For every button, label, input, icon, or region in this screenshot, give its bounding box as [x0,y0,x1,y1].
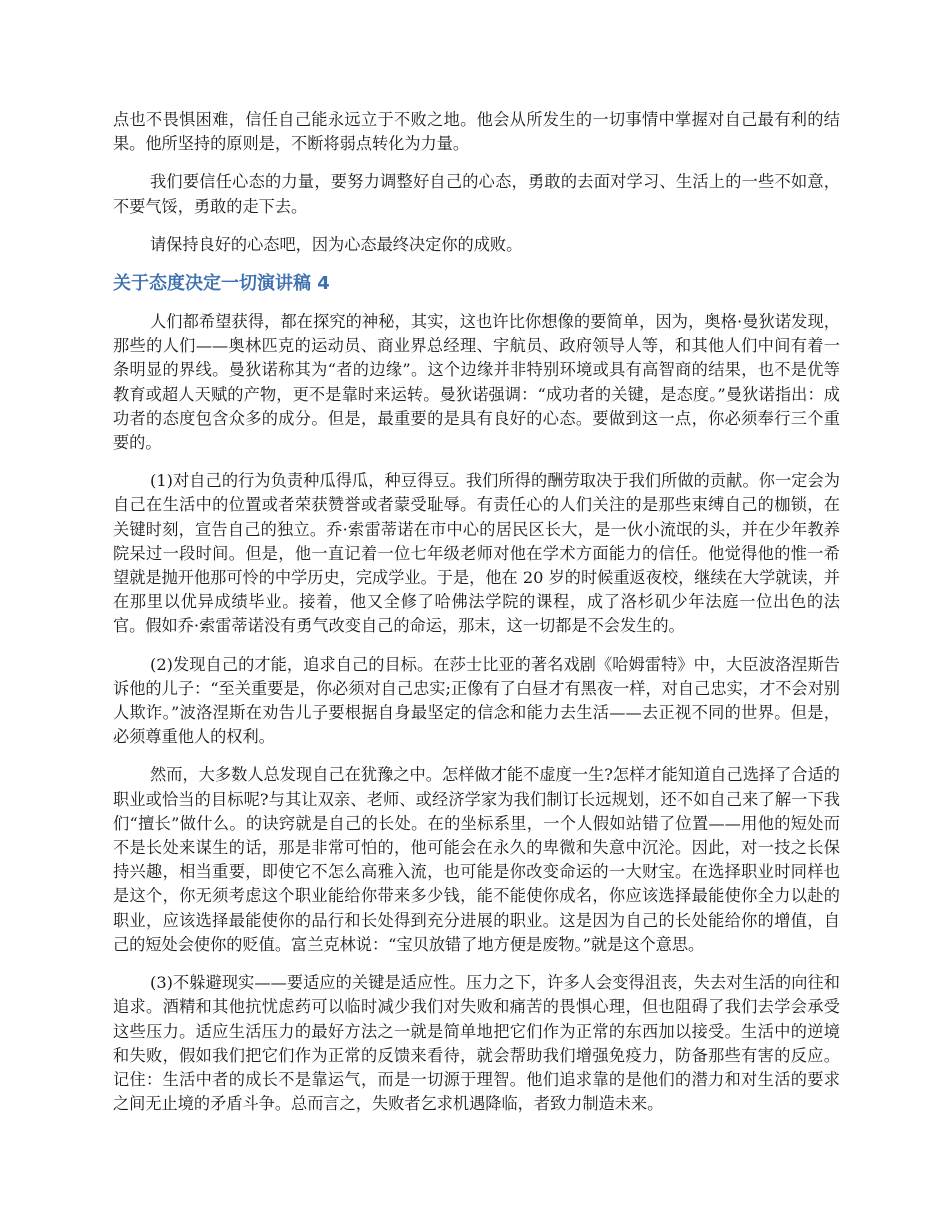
paragraph: (1)对自己的行为负责种瓜得瓜，种豆得豆。我们所得的酬劳取决于我们所做的贡献。你一定会为自己在生活中的位置或者荣获赞誉或者蒙受耻辱。有责任心的人们关注的是那些束缚自己的枷锁，在关键时刻，宣告自己的独立。乔·索雷蒂诺在市中心的居民区长大，是一伙小流氓的头，并在少年教养院呆过一段时间。但是，他一直记着一位七年级老师对他在学术方面能力的信任。他觉得他的惟一希望就是抛开他那可怜的中学历史，完成学业。于是，他在 20 岁的时候重返夜校，继续在大学就读，并在那里以优异成绩毕业。接着，他又全修了哈佛法学院的课程，成了洛杉矶少年法庭一位出色的法官。假如乔·索雷蒂诺没有勇气改变自己的命运，那末，这一切都是不会发生的。 [113,471,840,636]
paragraph: 人们都希望获得，都在探究的神秘，其实，这也许比你想像的要简单，因为，奥格·曼狄诺发现，那些的人们——奥林匹克的运动员、商业界总经理、宇航员、政府领导人等，和其他人们中间有着一条明显的界线。曼狄诺称其为“者的边缘”。这个边缘并非特别环境或具有高智商的结果，也不是优等教育或超人天赋的产物，更不是靠时来运转。曼狄诺强调：“成功者的关键，是态度。”曼狄诺指出：成功者的态度包含众多的成分。但是，最重要的是具有良好的心态。要做到这一点，你必须奉行三个重要的。 [113,312,840,453]
paragraph: (2)发现自己的才能，追求自己的目标。在莎士比亚的著名戏剧《哈姆雷特》中，大臣波洛涅斯告诉他的儿子：“至关重要是，你必须对自己忠实;正像有了白昼才有黑夜一样，对自己忠实，才不会对别人欺诈。”波洛涅斯在劝告儿子要根据自身最坚定的信念和能力去生活——去正视不同的世界。但是，必须尊重他人的权利。 [113,654,840,747]
paragraph-continuation: 点也不畏惧困难，信任自己能永远立于不败之地。他会从所发生的一切事情中掌握对自己最有利的结果。他所坚持的原则是，不断将弱点转化为力量。 [113,110,840,154]
document-page [113,108,840,1130]
paragraph: 我们要信任心态的力量，要努力调整好自己的心态，勇敢的去面对学习、生活上的一些不如意，不要气馁，勇敢的走下去。 [113,172,840,216]
paragraph: 请保持良好的心态吧，因为心态最终决定你的成败。 [150,234,523,254]
section-heading: 关于态度决定一切演讲稿 4 [113,273,330,295]
paragraph: (3)不躲避现实——要适应的关键是适应性。压力之下，许多人会变得沮丧，失去对生活的向往和追求。酒精和其他抗忧虑药可以临时减少我们对失败和痛苦的畏惧心理，但也阻碍了我们去学会承受这些压力。适应生活压力的最好方法之一就是简单地把它们作为正常的东西加以接受。生活中的逆境和失败，假如我们把它们作为正常的反馈来看待，就会帮助我们增强免疫力，防备那些有害的反应。记住：生活中者的成长不是靠运气，而是一切源于理智。他们追求靠的是他们的潜力和对生活的要求之间无止境的矛盾斗争。总而言之，失败者乞求机遇降临，者致力制造未来。 [113,973,840,1114]
paragraph: 然而，大多数人总发现自己在犹豫之中。怎样做才能不虚度一生?怎样才能知道自己选择了合适的职业或恰当的目标呢?与其让双亲、老师、或经济学家为我们制订长远规划，还不如自己来了解一下我们“擅长”做什么。的诀窍就是自己的长处。在的坐标系里，一个人假如站错了位置——用他的短处而不是长处来谋生的话，那是非常可怕的，他可能会在永久的卑微和失意中沉沦。因此，对一技之长保持兴趣，相当重要，即使它不怎么高雅入流，也可能是你改变命运的一大财宝。在选择职业时同样也是这个，你无须考虑这个职业能给你带来多少钱，能不能使你成名，你应该选择最能使你全力以赴的职业，应该选择最能使你的品行和长处得到充分进展的职业。这是因为自己的长处能给你的增值，自己的短处会使你的贬值。富兰克林说：“宝贝放错了地方便是废物。”就是这个意思。 [113,765,840,954]
